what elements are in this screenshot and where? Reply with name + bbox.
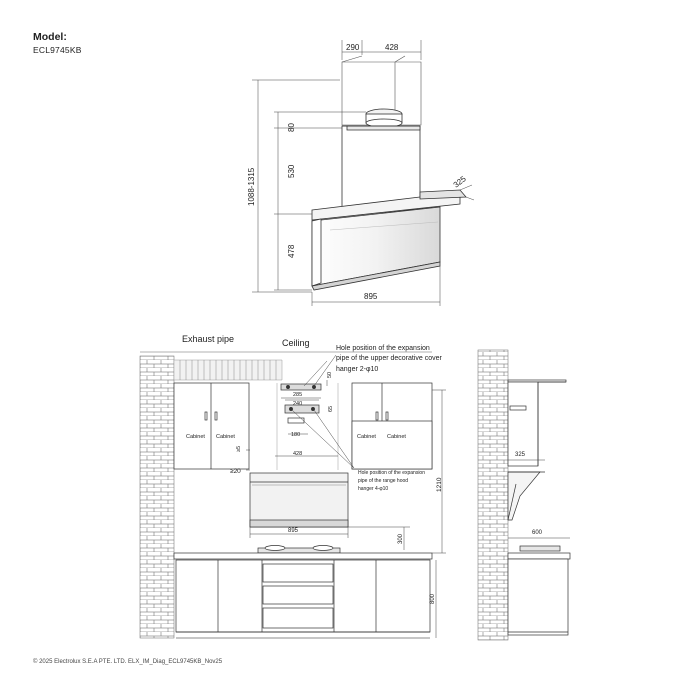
dim-chimney-width-front: 428 <box>293 451 303 457</box>
upper-cover-note-line-3: hanger 2-φ10 <box>336 366 379 373</box>
dim-body-height: 478 <box>287 244 296 258</box>
gas-hob <box>258 546 340 554</box>
dim-side-hood-depth: 325 <box>515 452 526 458</box>
cabinet-label-3: Cabinet <box>357 434 376 440</box>
hood-front <box>250 473 348 527</box>
model-label: Model: <box>33 31 67 43</box>
label-exhaust-pipe: Exhaust pipe <box>182 334 235 344</box>
dim-counter-height: 800 <box>430 593 436 604</box>
dim-chimney-depth: 290 <box>346 43 360 52</box>
exhaust-collar <box>366 109 402 127</box>
brick-wall-right <box>478 350 508 640</box>
dim-chimney-width: 428 <box>385 43 399 52</box>
dim-lower-offset: 65 <box>328 405 334 412</box>
dim-side-counter-depth: 600 <box>532 530 543 536</box>
cabinet-label-4: Cabinet <box>387 434 406 440</box>
base-cabinets <box>176 560 430 638</box>
range-hood-note-line-2: pipe of the range hood <box>358 478 409 484</box>
install-front-view <box>140 352 432 638</box>
label-ceiling: Ceiling <box>282 338 310 348</box>
range-hood-note-line-1: Hole position of the expansion <box>358 470 425 476</box>
product-view <box>312 56 466 290</box>
dim-upper-width-inner: 240 <box>293 401 303 407</box>
dim-upper-offset: 50 <box>327 371 333 378</box>
side-hood-profile <box>508 472 545 520</box>
chimney-body <box>342 126 420 210</box>
cabinet-label-1: Cabinet <box>186 434 205 440</box>
dim-min-gap-b: ≥20 <box>230 468 241 475</box>
dim-total-height: 1088-1315 <box>247 167 256 206</box>
dim-top-gap: 80 <box>287 123 296 132</box>
dim-hood-depth: 325 <box>451 174 468 190</box>
side-counter <box>508 546 570 635</box>
footer-copyright: © 2025 Electrolux S.E.A PTE. LTD. ELX_IM_Diag_ECL9745KB_Nov25 <box>33 659 223 665</box>
upper-cabinet-right <box>352 383 432 469</box>
dim-lower-inner: 180 <box>291 432 301 438</box>
dim-upper-width-outer: 285 <box>293 392 303 398</box>
dim-hood-width-front: 895 <box>288 528 299 534</box>
cabinet-label-2: Cabinet <box>216 434 235 440</box>
install-side-view <box>478 350 570 640</box>
dim-chimney-height: 530 <box>287 164 296 178</box>
brick-wall-left <box>140 356 174 638</box>
dim-min-gap-a: ≥5 <box>236 445 242 452</box>
range-hood-note-line-3: hanger 4-φ10 <box>358 486 389 492</box>
dim-hood-width: 895 <box>364 292 378 301</box>
upper-cover-note-line-2: pipe of the upper decorative cover <box>336 355 442 362</box>
dim-mount-height: 1210 <box>436 477 443 492</box>
dim-hob-gap: 300 <box>398 533 404 544</box>
exhaust-pipe <box>174 360 282 380</box>
countertop <box>174 553 432 559</box>
model-code: ECL9745KB <box>33 45 82 55</box>
upper-cabinet-left <box>174 383 249 469</box>
upper-cover-note-line-1: Hole position of the expansion <box>336 345 430 352</box>
